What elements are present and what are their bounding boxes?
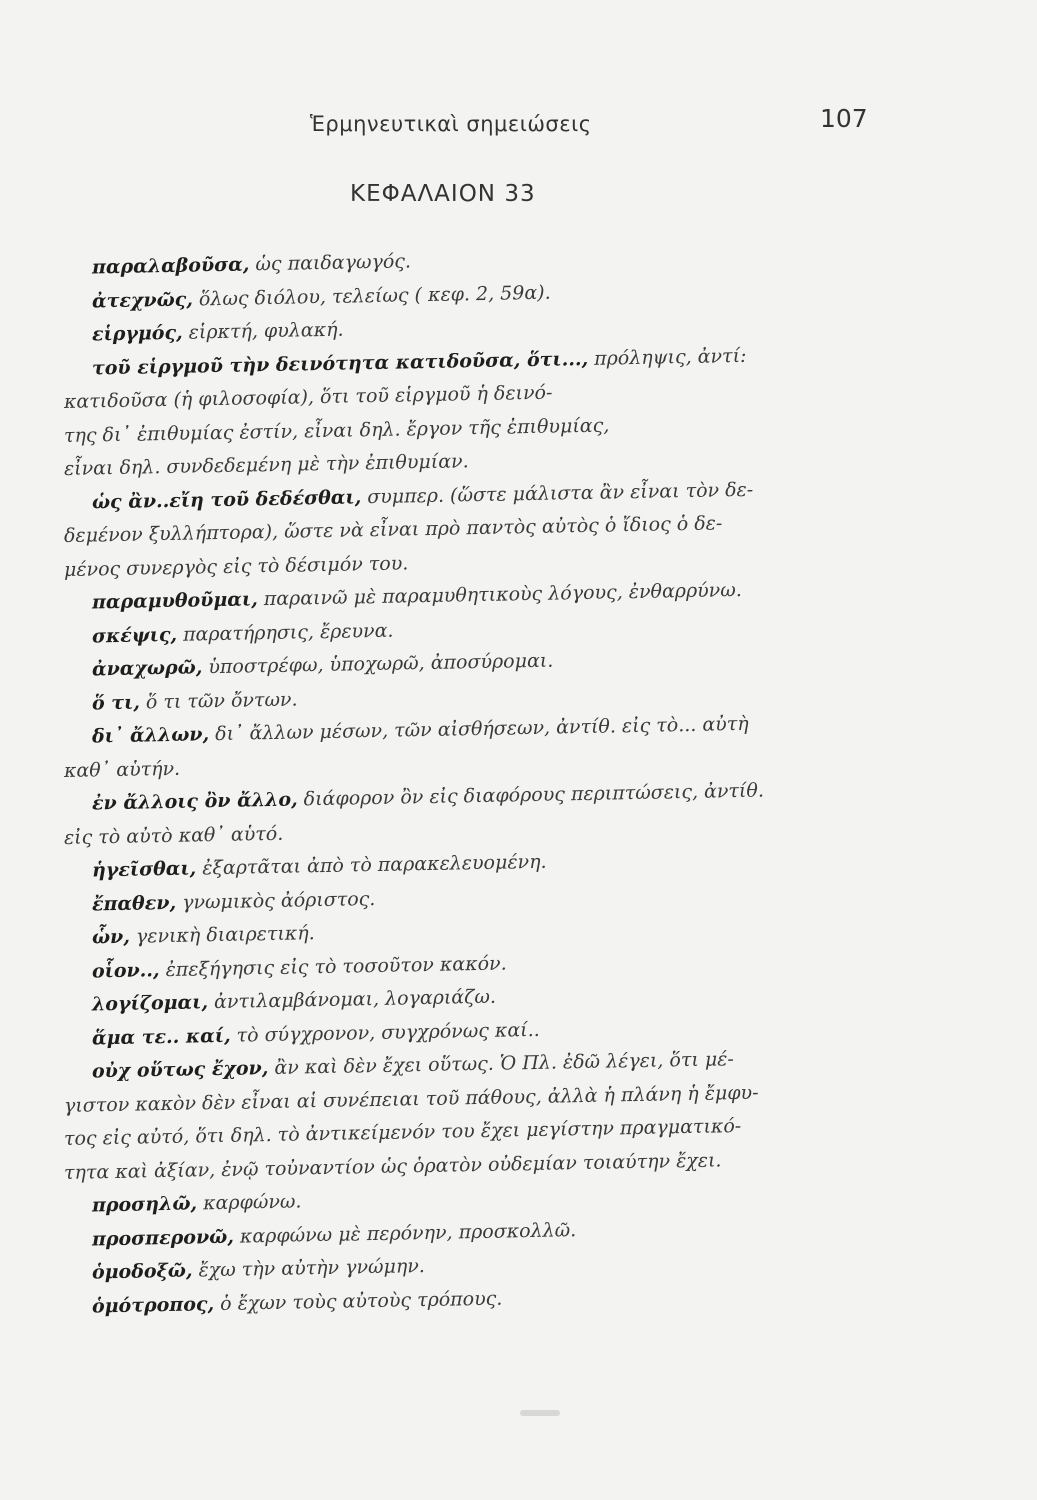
chapter-title: ΚΕΦΑΛΑΙΟΝ 33 [350,181,536,207]
entry-gloss: τητα καὶ ἀξίαν, ἐνῷ τοὐναντίον ὡς ὁρατὸν οὐδεμίαν τοιαύτην ἔχει. [63,1148,722,1184]
entry-gloss: διάφορον ὂν εἰς διαφόρους περιπτώσεις, ἀντίθ. [297,779,765,811]
glossary-entries [64,252,914,1324]
entry-gloss: εἱρκτή, φυλακή. [182,318,344,344]
entry-gloss: ὅ τι τῶν ὄντων. [139,688,298,714]
entry-gloss: κατιδοῦσα (ἡ φιλοσοφία), ὅτι τοῦ εἱργμοῦ ἡ δεινό- [63,381,553,413]
entry-gloss: καρφώνω. [196,1190,302,1215]
entry-gloss: παραινῶ μὲ παραμυθητικοὺς λόγους, ἐνθαρρύνω. [257,578,742,611]
entry-gloss: παρατήρησις, ἔρευνα. [176,619,394,646]
entry-gloss: ἐπεξήγησις εἰς τὸ τοσοῦτον κακόν. [159,952,507,981]
entry-gloss: ὡς παιδαγωγός. [249,250,412,276]
entry-gloss: ὁ ἔχων τοὺς αὐτοὺς τρόπους. [213,1287,503,1315]
entry-term: σκέψις, [91,623,178,647]
entry-term: ἔπαθεν, [91,891,177,915]
entry-term: τοῦ εἱργμοῦ τὴν δεινότητα κατιδοῦσα, ὅτι..., [91,347,589,379]
entry-gloss: συμπερ. (ὥστε μάλιστα ἂν εἶναι τὸν δε- [361,478,754,508]
entry-gloss: ἂν καὶ δὲν ἔχει οὕτως. Ὁ Πλ. ἐδῶ λέγει, ὅτι μέ- [268,1048,735,1080]
entry-gloss: ἔχω τὴν αὐτὴν γνώμην. [192,1255,426,1282]
entry-gloss: της δι᾽ ἐπιθυμίας ἐστίν, εἶναι δηλ. ἔργον τῆς ἐπιθυμίας, [63,414,610,447]
entry-term: οἷον.., [91,958,160,982]
entry-gloss: καρφώνω μὲ περόνην, προσκολλῶ. [233,1218,577,1248]
entry-term: ἅμα τε.. καί, [91,1024,231,1049]
entry-gloss: δεμένον ξυλλήπτορα), ὥστε νὰ εἶναι πρὸ παντὸς αὐτὸς ὁ ἴδιος ὁ δε- [63,512,723,547]
entry-term: ἀτεχνῶς, [91,288,194,312]
entry-term: προσηλῶ, [91,1192,198,1217]
entry-term: προσπερονῶ, [91,1225,235,1250]
entry-gloss: πρόληψις, ἀντί: [587,344,747,370]
page-number: 107 [820,104,868,133]
entry-gloss: ὑποστρέφω, ὑποχωρῶ, ἀποσύρομαι. [202,649,554,679]
entry-term: παραμυθοῦμαι, [91,588,258,614]
entry-term: ὧν, [91,925,131,949]
entry-term: παραλαβοῦσα, [91,253,250,279]
entry-gloss: δι᾽ ἄλλων μέσων, τῶν αἰσθήσεων, ἀντίθ. εἰς τὸ... αὐτὴ [208,712,749,746]
entry-gloss: γνωμικὸς ἀόριστος. [175,887,376,914]
entry-gloss: εἰς τὸ αὐτὸ καθ᾽ αὑτό. [63,822,284,849]
entry-term: εἱργμός, [91,321,183,346]
entry-gloss: καθ᾽ αὑτήν. [63,757,181,782]
entry-term: ὁμοδοξῶ, [91,1259,193,1284]
entry-gloss: μένος συνεργὸς εἰς τὸ δέσιμόν του. [63,551,409,581]
entry-term: ἐν ἄλλοις ὂν ἄλλο, [91,788,298,815]
entry-gloss: γιστον κακὸν δὲν εἶναι αἱ συνέπειαι τοῦ πάθους, ἀλλὰ ἡ πλάνη ἡ ἔμφυ- [63,1081,759,1117]
entry-term: ὅ τι, [91,691,141,714]
running-head: Ἑρμηνευτικαὶ σημειώσεις [310,112,592,136]
entry-term: δι᾽ ἄλλων, [91,723,210,748]
entry-gloss: ἐξαρτᾶται ἀπὸ τὸ παρακελευομένη. [195,850,547,880]
entry-term: λογίζομαι, [91,991,209,1016]
entry-gloss: γενικὴ διαιρετική. [129,922,315,948]
entry-gloss: τὸ σύγχρονον, συγχρόνως καί.. [230,1018,540,1047]
entry-gloss: εἶναι δηλ. συνδεδεμένη μὲ τὴν ἐπιθυμίαν. [63,450,469,480]
entry-gloss: ὅλως διόλου, τελείως ( κεφ. 2, 59α). [192,281,551,311]
page-smudge [520,1410,560,1416]
entry-gloss: ἀντιλαμβάνομαι, λογαριάζω. [207,985,497,1014]
entry-term: οὐχ οὕτως ἔχον, [91,1057,269,1083]
entry-gloss: τος εἰς αὐτό, ὅτι δηλ. τὸ ἀντικείμενόν του ἔχει μεγίστην πραγματικό- [63,1114,742,1150]
entry-term: ὁμότροπος, [91,1292,215,1317]
entry-term: ἀναχωρῶ, [91,656,203,681]
entry-term: ὡς ἂν..εἴη τοῦ δεδέσθαι, [91,485,362,513]
entry-term: ἡγεῖσθαι, [91,857,197,882]
